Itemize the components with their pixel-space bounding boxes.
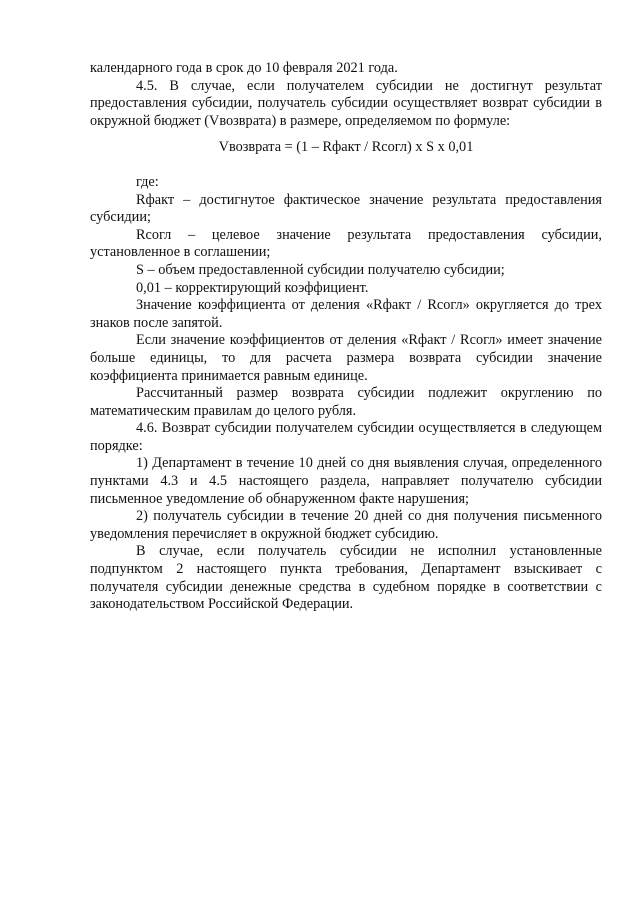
- definition-rfakt: Rфакт – достигнутое фактическое значение результата предоставления субсидии;: [90, 191, 602, 226]
- refund-formula: Vвозврата = (1 – Rфакт / Rсогл) х S х 0,01: [218, 139, 474, 156]
- definition-s: S – объем предоставленной субсидии получателю субсидии;: [136, 261, 505, 278]
- list-item-2: 2) получатель субсидии в течение 20 дней со дня получения письменного уведомления перечисляет в окружной бюджет субсидию.: [90, 508, 602, 542]
- document-page: [90, 60, 602, 614]
- paragraph-coefficient-above-one: Если значение коэффициентов от деления «Rфакт / Rсогл» имеет значение больше единицы, то для расчета размера возврата субсидии значение коэффициента принимается равным единице.: [90, 332, 602, 384]
- paragraph-continuation: календарного года в срок до 10 февраля 2021 года.: [90, 60, 398, 76]
- paragraph-enforcement: В случае, если получатель субсидии не исполнил установленные подпунктом 2 настоящего пункта требования, Департамент взыскивает с получателя субсидии денежные средства в судебном порядке в соответствии с законодательством Российской Федерации.: [90, 543, 602, 613]
- paragraph-4-5: 4.5. В случае, если получателем субсидии не достигнут результат предоставления субсидии, получатель субсидии осуществляет возврат субсидии в окружной бюджет (Vвозврата) в размере, определяемом по формуле:: [90, 77, 602, 129]
- paragraph-rounding-refund: Рассчитанный размер возврата субсидии подлежит округлению по математическим правилам до целого рубля.: [90, 385, 602, 419]
- list-item-1: 1) Департамент в течение 10 дней со дня выявления случая, определенного пунктами 4.3 и 4.5 настоящего раздела, направляет получателю субсидии письменное уведомление об обнаруженном факте нарушения;: [90, 455, 602, 507]
- formula-where-label: где:: [136, 173, 159, 190]
- paragraph-4-6: 4.6. Возврат субсидии получателем субсидии осуществляется в следующем порядке:: [90, 420, 602, 454]
- definition-rsogl: Rсогл – целевое значение результата предоставления субсидии, установленное в соглашении;: [90, 226, 602, 261]
- paragraph-rounding-coefficient: Значение коэффициента от деления «Rфакт / Rсогл» округляется до трех знаков после запятой.: [90, 297, 602, 331]
- definition-coefficient: 0,01 – корректирующий коэффициент.: [136, 279, 369, 296]
